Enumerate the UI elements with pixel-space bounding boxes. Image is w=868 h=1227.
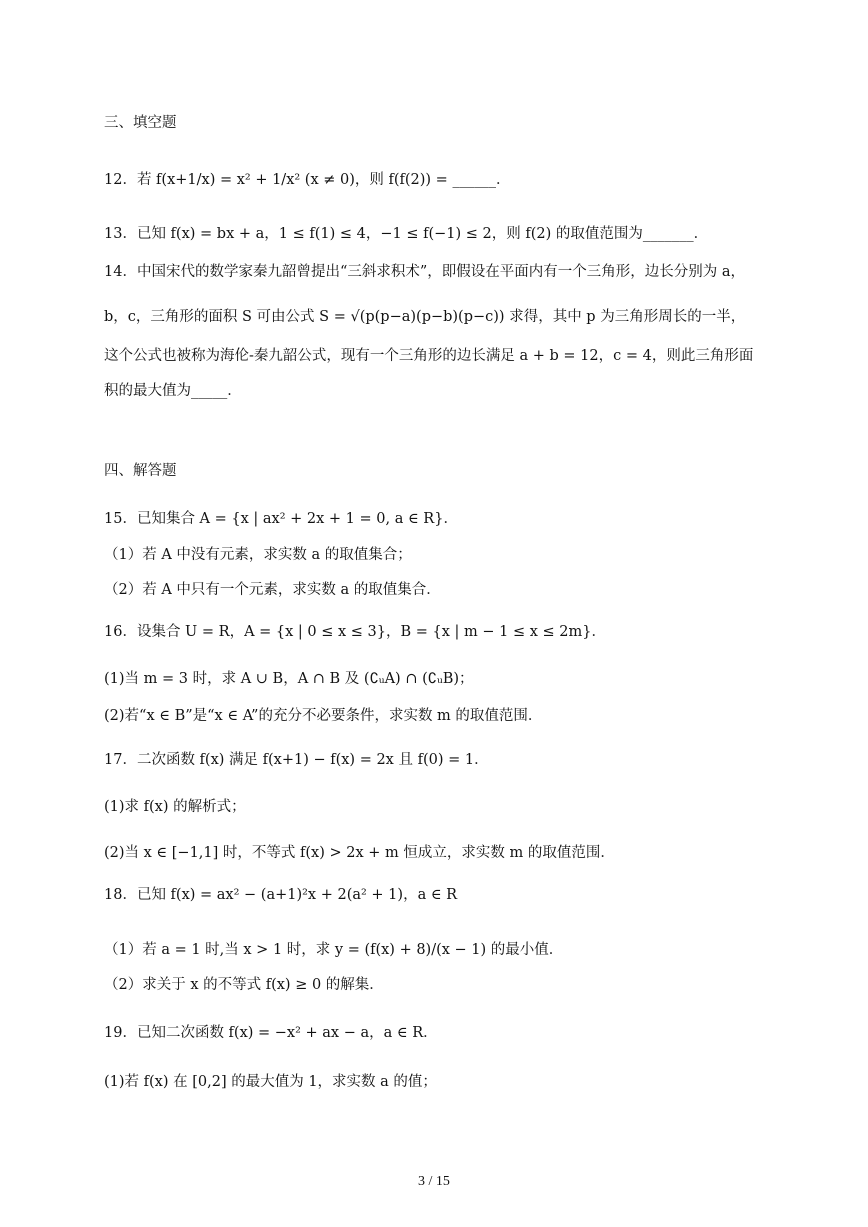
- problem-16: 16．设集合 U = R，A = {x | 0 ≤ x ≤ 3}，B = {x | m − 1 ≤ x ≤ 2m}．: [104, 624, 606, 640]
- problem-15-part-1: （1）若 A 中没有元素，求实数 a 的取值集合；: [104, 547, 412, 563]
- problem-16-part-1: (1)当 m = 3 时，求 A ∪ B，A ∩ B 及 (∁ᵤA) ∩ (∁ᵤB)；: [104, 671, 474, 687]
- problem-18: 18．已知 f(x) = ax² − (a+1)²x + 2(a² + 1)，a ∈ R: [104, 887, 458, 903]
- problem-18-part-2: （2）求关于 x 的不等式 f(x) ≥ 0 的解集．: [104, 977, 384, 993]
- problem-14-line-1: 14．中国宋代的数学家秦九韶曾提出“三斜求积术”，即假设在平面内有一个三角形，边长分别为 a，: [104, 264, 746, 280]
- section-heading-fill-blank: 三、填空题: [104, 115, 177, 131]
- problem-18-part-1: （1）若 a = 1 时,当 x > 1 时，求 y = (f(x) + 8)/(x − 1) 的最小值．: [104, 942, 564, 958]
- problem-15: 15．已知集合 A = {x | ax² + 2x + 1 = 0, a ∈ R}．: [104, 511, 458, 527]
- problem-14-line-2: b，c，三角形的面积 S 可由公式 S = √(p(p−a)(p−b)(p−c)) 求得，其中 p 为三角形周长的一半，: [104, 309, 746, 325]
- problem-17-part-1: (1)求 f(x) 的解析式；: [104, 799, 246, 815]
- problem-19: 19．已知二次函数 f(x) = −x² + ax − a，a ∈ R．: [104, 1025, 438, 1041]
- problem-15-part-2: （2）若 A 中只有一个元素，求实数 a 的取值集合．: [104, 582, 441, 598]
- problem-13: 13．已知 f(x) = bx + a，1 ≤ f(1) ≤ 4，−1 ≤ f(−1) ≤ 2，则 f(2) 的取值范围为_______．: [104, 226, 709, 242]
- problem-14-line-3: 这个公式也被称为海伦-秦九韶公式，现有一个三角形的边长满足 a + b = 12，c = 4，则此三角形面: [104, 348, 754, 364]
- problem-17-part-2: (2)当 x ∈ [−1,1] 时，不等式 f(x) > 2x + m 恒成立，求实数 m 的取值范围．: [104, 845, 615, 861]
- page-indicator: 3 / 15: [418, 1174, 450, 1189]
- problem-16-part-2: (2)若“x ∈ B”是“x ∈ A”的充分不必要条件，求实数 m 的取值范围．: [104, 708, 543, 724]
- section-heading-solve: 四、解答题: [104, 463, 177, 479]
- problem-19-part-1: (1)若 f(x) 在 [0,2] 的最大值为 1，求实数 a 的值；: [104, 1074, 437, 1090]
- problem-17: 17．二次函数 f(x) 满足 f(x+1) − f(x) = 2x 且 f(0) = 1．: [104, 752, 489, 768]
- problem-14-line-4: 积的最大值为_____．: [104, 383, 242, 399]
- problem-12: 12．若 f(x+1/x) = x² + 1/x² (x ≠ 0)，则 f(f(2)) = ______．: [104, 172, 511, 188]
